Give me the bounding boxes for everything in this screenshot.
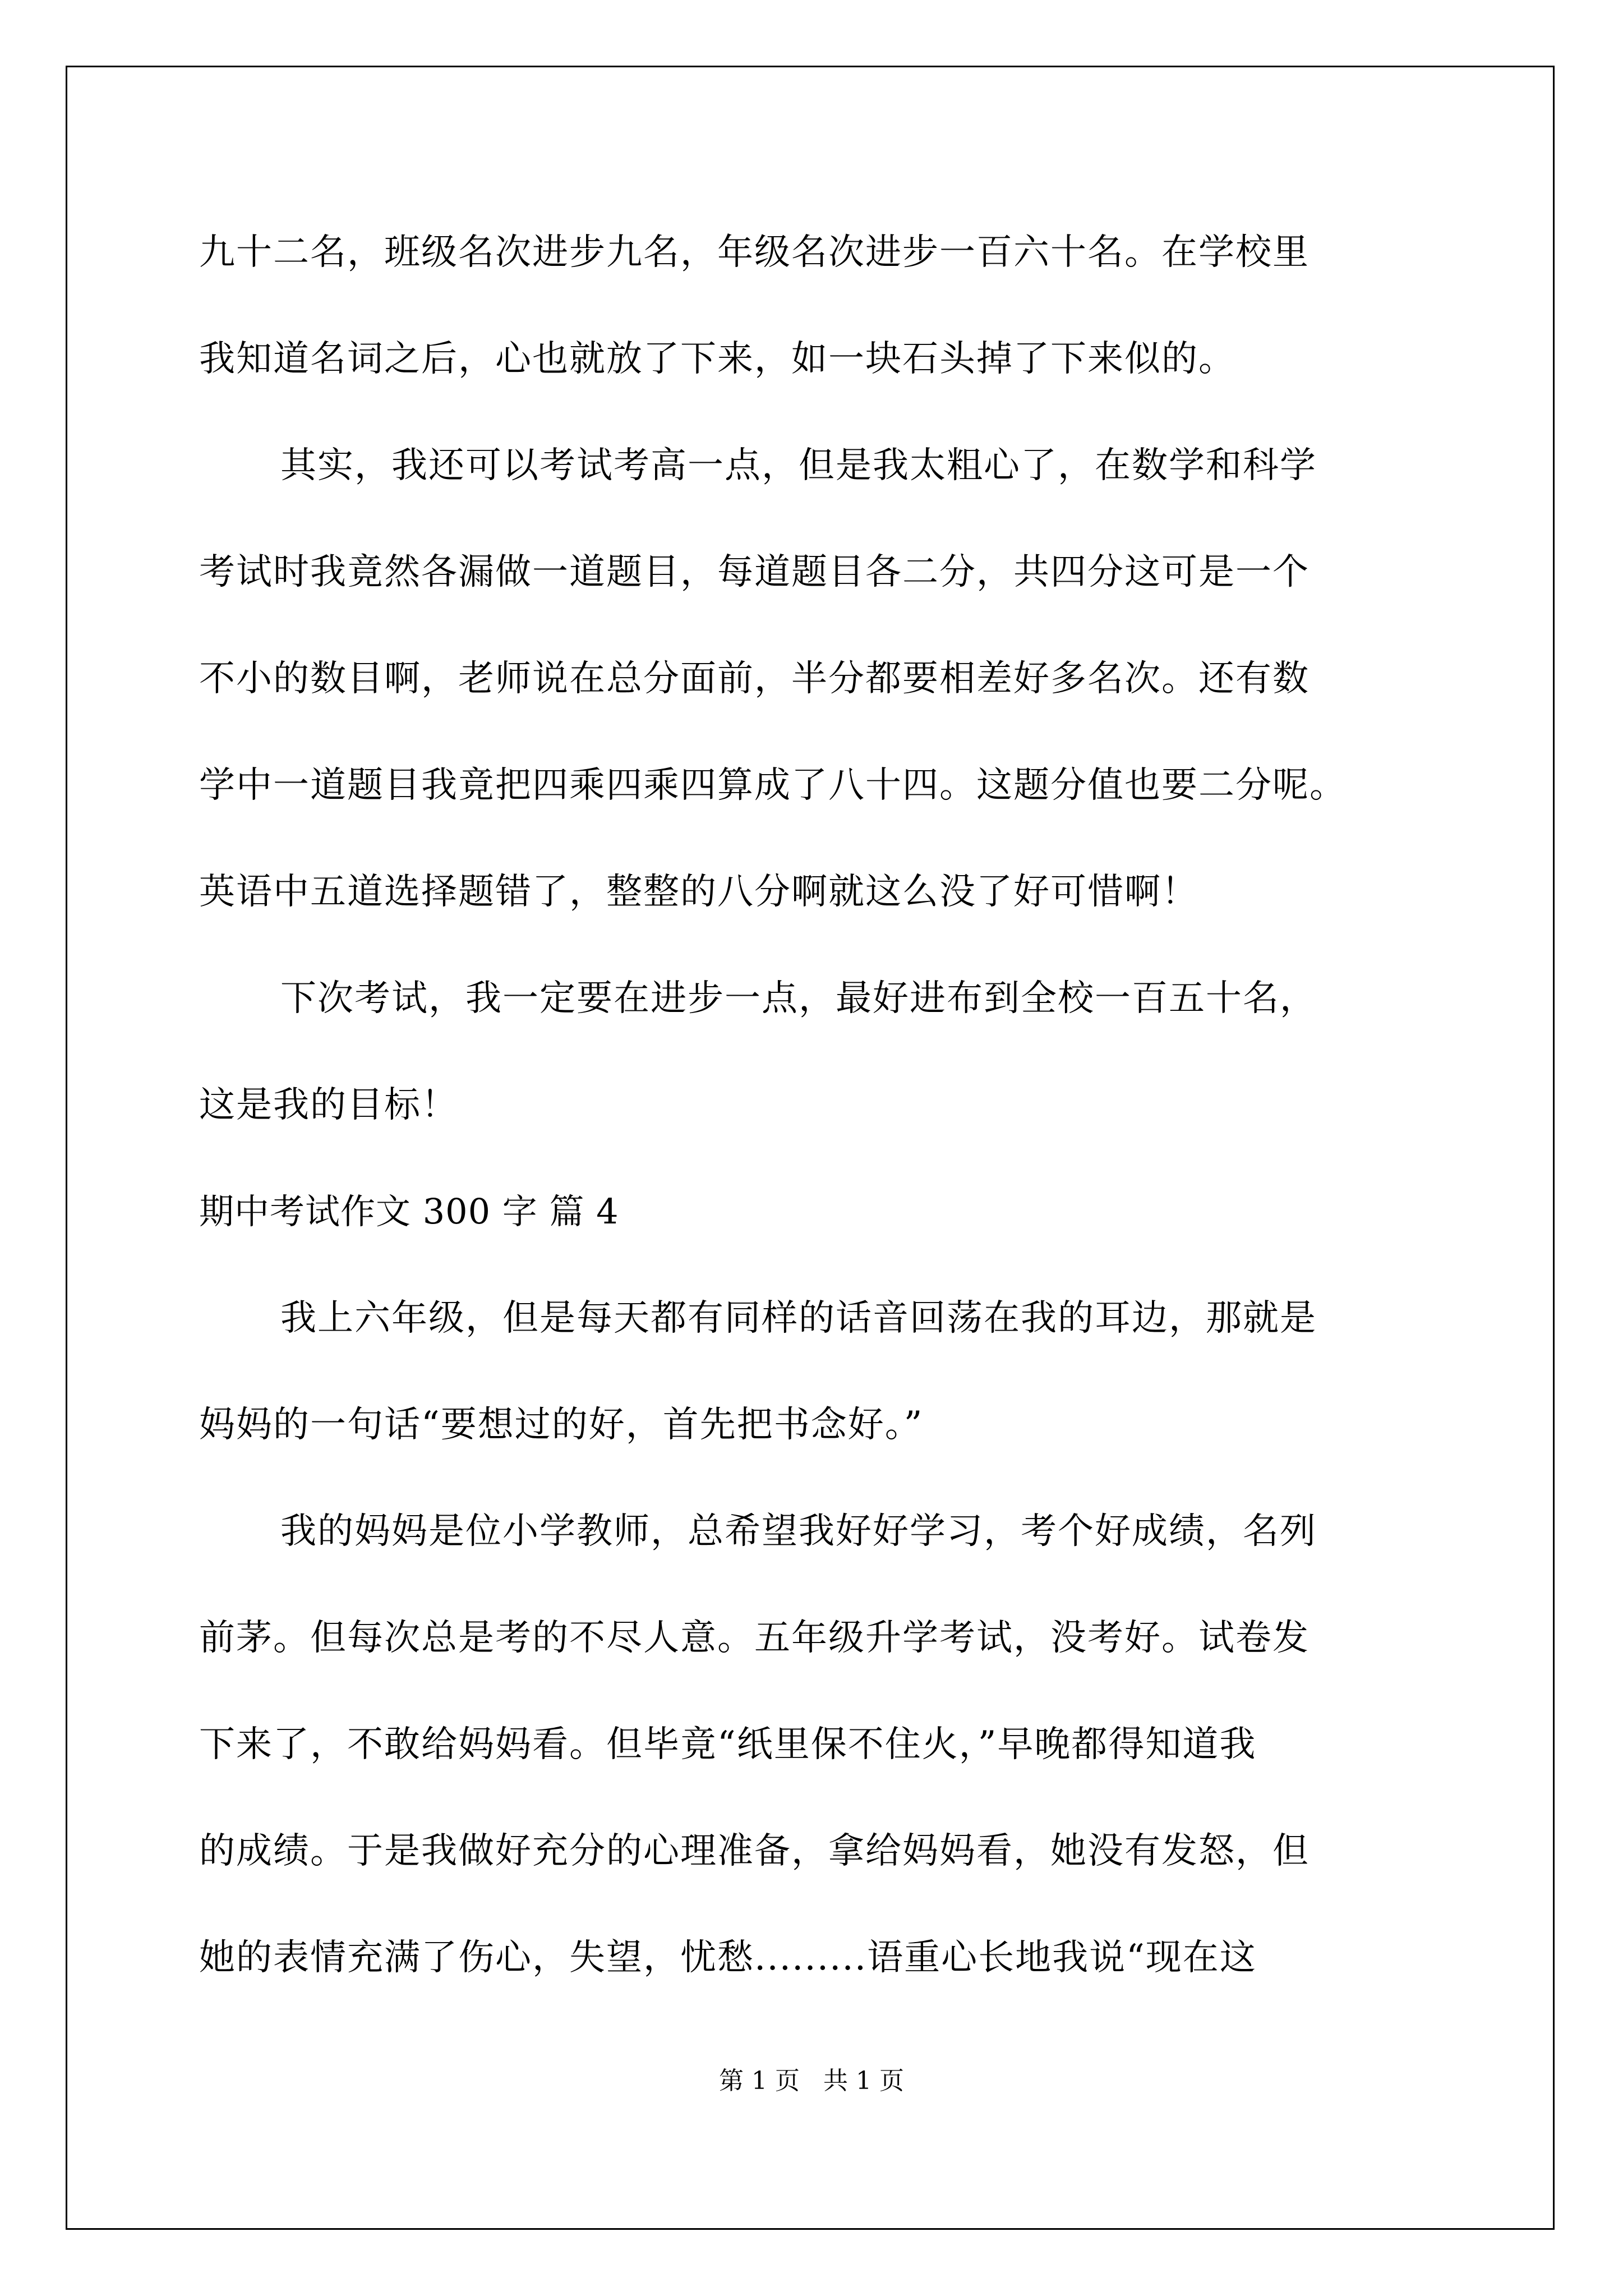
paragraph-start-line: 我上六年级，但是每天都有同样的话音回荡在我的耳边，那就是 xyxy=(280,1297,1317,1339)
body-line-14: 前茅。但每次总是考的不尽人意。五年级升学考试，没考好。试卷发 xyxy=(199,1617,1310,1659)
paragraph-start-line: 其实，我还可以考试考高一点，但是我太粗心了，在数学和科学 xyxy=(280,445,1317,486)
body-line-17: 她的表情充满了伤心，失望，忧愁.........语重心长地我说“现在这 xyxy=(199,1937,1257,1978)
section-heading: 期中考试作文 300 字 篇 4 xyxy=(199,1191,619,1232)
body-line-2: 我知道名词之后，心也就放了下来，如一块石头掉了下来似的。 xyxy=(199,338,1235,380)
body-line-4: 考试时我竟然各漏做一道题目，每道题目各二分，共四分这可是一个 xyxy=(199,551,1310,593)
body-line-16: 的成绩。于是我做好充分的心理准备，拿给妈妈看，她没有发怒，但 xyxy=(199,1830,1310,1872)
body-line-6: 学中一道题目我竟把四乘四乘四算成了八十四。这题分值也要二分呢。 xyxy=(199,765,1347,806)
page-number-footer: 第 1 页 共 1 页 xyxy=(719,2067,904,2095)
paragraph-start-line: 下次考试，我一定要在进步一点，最好进布到全校一百五十名， xyxy=(280,978,1317,1019)
body-line-12: 妈妈的一句话“要想过的好，首先把书念好。” xyxy=(199,1404,924,1446)
page-border xyxy=(66,66,1555,2230)
body-line-7: 英语中五道选择题错了，整整的八分啊就这么没了好可惜啊！ xyxy=(199,871,1198,913)
body-line-9: 这是我的目标！ xyxy=(199,1084,458,1126)
body-line-1: 九十二名，班级名次进步九名，年级名次进步一百六十名。在学校里 xyxy=(199,232,1310,273)
body-line-5: 不小的数目啊，老师说在总分面前，半分都要相差好多名次。还有数 xyxy=(199,658,1310,700)
paragraph-start-line: 我的妈妈是位小学教师，总希望我好好学习，考个好成绩，名列 xyxy=(280,1511,1317,1552)
body-line-15: 下来了，不敢给妈妈看。但毕竟“纸里保不住火，”早晚都得知道我 xyxy=(199,1724,1257,1765)
